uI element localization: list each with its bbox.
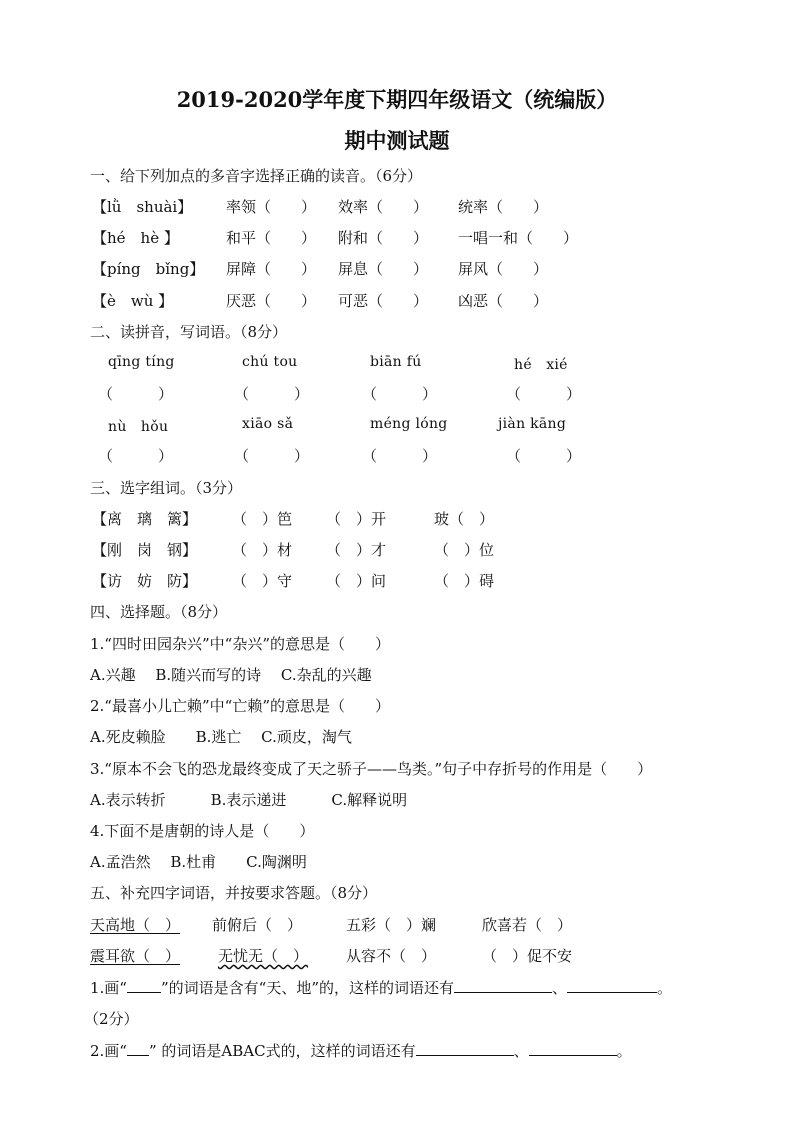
- s3-row1-item1: （ ）笆: [232, 510, 293, 528]
- s3-row1-chars: 【离 璃 篱】: [92, 510, 198, 528]
- answer-blank[interactable]: （ ）: [98, 447, 174, 465]
- s3-row1-item3: 玻（ ）: [434, 510, 495, 528]
- answer-line[interactable]: [454, 980, 552, 993]
- question-1: 1.“四时田园杂兴”中“杂兴”的意思是（ ）: [90, 635, 390, 653]
- exam-title: 2019-2020学年度下期四年级语文（统编版）: [176, 87, 618, 112]
- answer-blank[interactable]: （ ）: [506, 447, 582, 465]
- s3-row3-item2: （ ）问: [326, 572, 387, 590]
- s1-row2-item2: 附和（ ）: [338, 229, 429, 247]
- pinyin-bianfu: biān fú: [370, 354, 422, 370]
- s3-row2-item2: （ ）才: [326, 541, 387, 559]
- idiom-wucailan: 五彩（ ）斓: [346, 916, 437, 934]
- s1-row2-pinyin: 【hé hè 】: [92, 229, 179, 247]
- answer-line[interactable]: [567, 980, 657, 993]
- idiom-wuyouwu: 无忧无（ ）: [218, 947, 309, 965]
- underline-mark: [127, 980, 161, 993]
- answer-line[interactable]: [416, 1043, 514, 1056]
- s3-row2-item3: （ ）位: [434, 541, 495, 559]
- s3-row1-item2: （ ）开: [326, 510, 387, 528]
- pinyin-qingting: qīng tíng: [108, 354, 175, 370]
- s1-row4-item1: 厌恶（ ）: [226, 292, 317, 310]
- s1-row2-item3: 一唱一和（ ）: [458, 229, 579, 247]
- section1-heading: 一、给下列加点的多音字选择正确的读音。（6分）: [90, 167, 423, 185]
- answer-blank[interactable]: （ ）: [98, 385, 174, 403]
- s3-row3-item1: （ ）守: [232, 572, 293, 590]
- answer-blank[interactable]: （ ）: [234, 447, 310, 465]
- question-1-options: A.兴趣 B.随兴而写的诗 C.杂乱的兴趣: [90, 666, 372, 684]
- s1-row1-item3: 统率（ ）: [458, 198, 549, 216]
- question-4: 4.下面不是唐朝的诗人是（ ）: [90, 822, 315, 840]
- section3-heading: 三、选字组词。（3分）: [90, 479, 243, 497]
- idiom-xinxiruo: 欣喜若（ ）: [482, 916, 573, 934]
- question-5-2: 2.画“ ” 的词语是ABAC式的，这样的词语还有 、 。: [90, 1042, 632, 1060]
- s1-row3-item3: 屏风（ ）: [458, 260, 549, 278]
- s3-row2-item1: （ ）材: [232, 541, 293, 559]
- question-2-options: A.死皮赖脸 B.逃亡 C.顽皮，淘气: [90, 728, 352, 746]
- answer-blank[interactable]: （ ）: [362, 385, 438, 403]
- idiom-zhenerryu: 震耳欲（ ）: [90, 947, 181, 965]
- s1-row2-item1: 和平（ ）: [226, 229, 317, 247]
- exam-subtitle: 期中测试题: [344, 128, 450, 153]
- s1-row4-pinyin: 【è wù 】: [92, 292, 174, 310]
- answer-line[interactable]: [529, 1043, 617, 1056]
- answer-blank[interactable]: （ ）: [506, 385, 582, 403]
- question-2: 2.“最喜小儿亡赖”中“亡赖”的意思是（ ）: [90, 697, 390, 715]
- s1-row3-item2: 屏息（ ）: [338, 260, 429, 278]
- pinyin-xiaosa: xiāo sǎ: [242, 416, 294, 432]
- s3-row3-chars: 【访 妨 防】: [92, 572, 198, 590]
- section4-heading: 四、选择题。（8分）: [90, 603, 228, 621]
- pinyin-jiankang: jiàn kāng: [498, 416, 567, 432]
- idiom-qianfuhou: 前俯后（ ）: [212, 916, 303, 934]
- s1-row1-pinyin: 【lǜ shuài】: [92, 198, 193, 216]
- s1-row1-item2: 效率（ ）: [338, 198, 429, 216]
- question-3-options: A.表示转折 B.表示递进 C.解释说明: [90, 791, 408, 809]
- idiom-congrongbu: 从容不（ ）: [346, 947, 437, 965]
- pinyin-nuhou: nù hǒu: [108, 419, 169, 435]
- answer-blank[interactable]: （ ）: [362, 447, 438, 465]
- s1-row1-item1: 率领（ ）: [226, 198, 317, 216]
- question-4-options: A.孟浩然 B.杜甫 C.陶渊明: [90, 853, 307, 871]
- pinyin-chutou: chú tou: [242, 354, 298, 370]
- idiom-cubuan: （ ）促不安: [482, 947, 573, 965]
- s1-row4-item2: 可恶（ ）: [338, 292, 429, 310]
- s1-row3-pinyin: 【píng bǐng】: [92, 260, 205, 278]
- question-3: 3.“原本不会飞的恐龙最终变成了天之骄子——鸟类。”句子中存折号的作用是（ ）: [90, 760, 653, 778]
- question-5-1: 1.画“ ”的词语是含有“天、地”的，这样的词语还有 、 。: [90, 979, 673, 997]
- s1-row3-item1: 屏障（ ）: [226, 260, 317, 278]
- section5-heading: 五、补充四字词语，并按要求答题。（8分）: [90, 884, 378, 902]
- s1-row4-item3: 凶恶（ ）: [458, 292, 549, 310]
- idiom-tiangaodi: 天高地（ ）: [90, 916, 181, 934]
- s3-row2-chars: 【刚 岗 钢】: [92, 541, 198, 559]
- question-5-1-score: （2分）: [84, 1010, 139, 1028]
- underline-mark: [127, 1043, 149, 1056]
- pinyin-menglong: méng lóng: [370, 416, 448, 432]
- s3-row3-item3: （ ）碍: [434, 572, 495, 590]
- section2-heading: 二、读拼音，写词语。（8分）: [90, 323, 288, 341]
- answer-blank[interactable]: （ ）: [234, 385, 310, 403]
- pinyin-hexie: hé xié: [514, 357, 568, 373]
